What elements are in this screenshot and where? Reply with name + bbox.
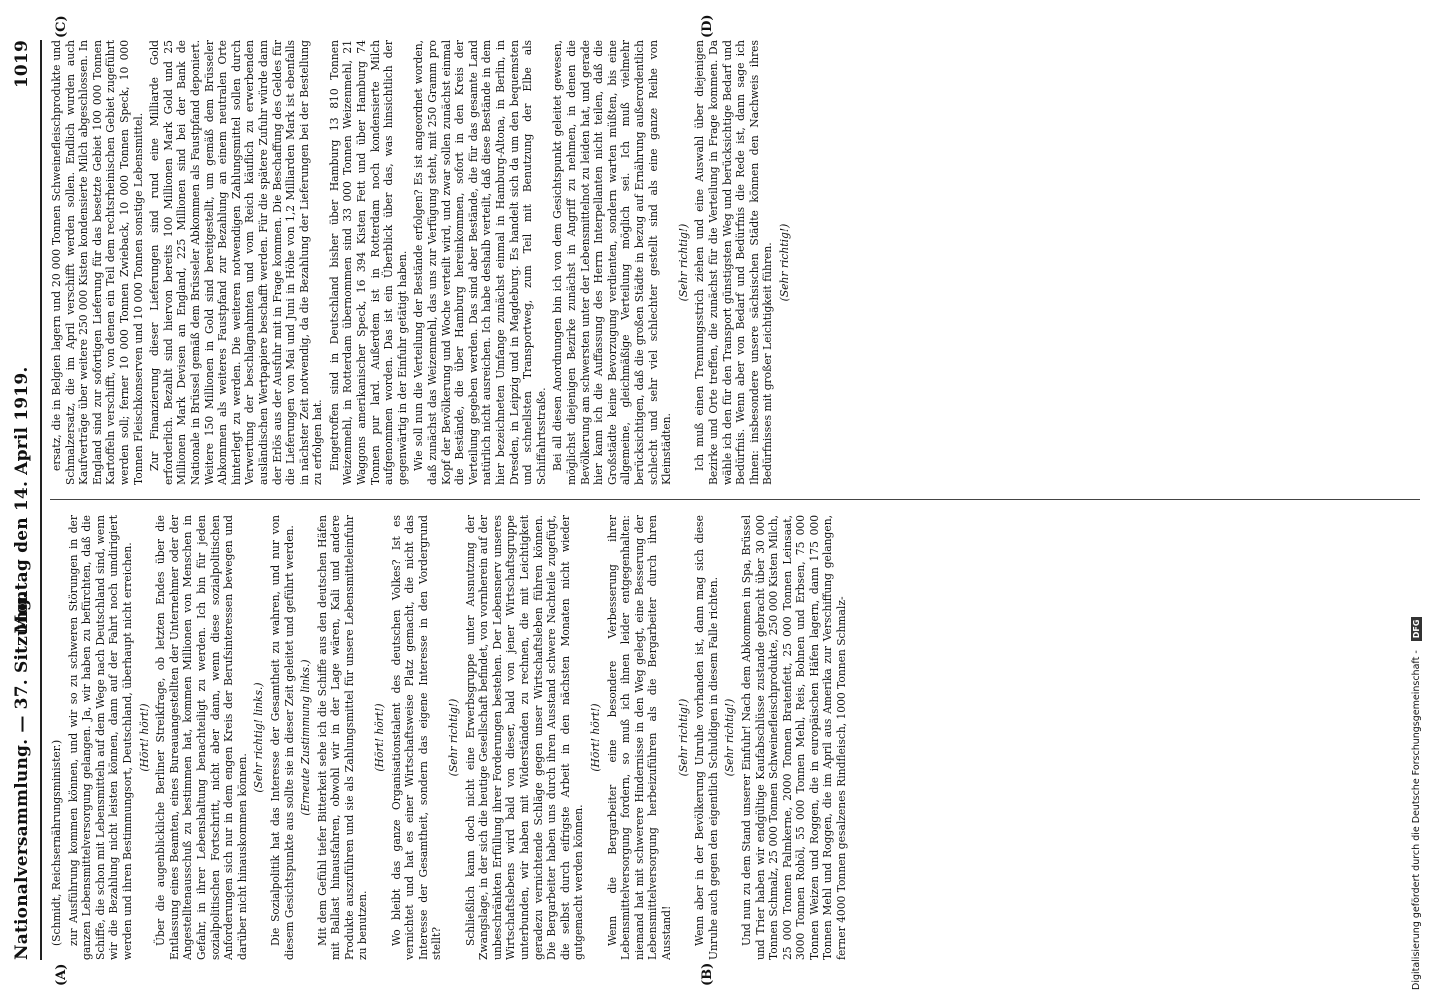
margin-marker-d: (D) xyxy=(700,14,715,38)
right-paragraph: Zur Finanzierung dieser Lieferungen sind rund eine Milliarde Gold erforderlich. Bezahlt sind hiervon bereits 100 Millionen Mark Gold und 25 Millionen Mark Devisen an England, 225 Millionen sind bei der Bank de Nationale in Brüssel gemäß dem Brüsseler Abkommen als Faustpfand deponiert. Weitere 150 Millionen in Gold sind bereitgestellt, um gemäß dem Brüsseler Abkommen als weiteres Faustpfand zur Bezahlung an einem neutralen Orte hinterlegt zu werden. Die weiteren notwendigen Zahlungsmittel sollen durch Verwertung der beschlagnahmten und vom Reich käuflich zu erwerbenden ausländischen Wertpapiere beschafft werden. Für die spätere Zufuhr würde dann der Erlös aus der Ausfuhr mit in Frage kommen. Die Beschaffung des Geldes für die Lieferungen von Mai und Juni in Höhe von 1,2 Milliarden Mark ist ebenfalls in nächster Zeit notwendig, da die Bezahlung der Lieferungen bei der Bestellung zu erfolgen hat. xyxy=(148,40,325,485)
footer-text: Digitalisierung gefördert durch die Deutsche Forschungsgemeinschaft - xyxy=(1411,650,1422,990)
left-interjection: (Sehr richtig! links.) xyxy=(252,682,266,793)
left-interjection: (Sehr richtig!) xyxy=(447,698,461,777)
right-paragraph: Wie soll nun die Verteilung der Bestände erfolgen? Es ist angeordnet worden, daß zunächst das Weizenmehl, das uns zur Verfügung steht, mit 250 Gramm pro Kopf der Bevölkerung und Woche verteilt wird, und zwar sollen zunächst einmal die Bestände, die über Hamburg hereinkommen, sofort in den Kreis der Verteilung gegeben werden. Das sind aber Bestände, die für das gesamte Land natürlich nicht ausreichen. Ich habe deshalb verteilt, daß diese Bestände in dem hier bezeichneten Umfange zunächst einmal in Hamburg-Altona, in Berlin, in Dresden, in Leipzig und in Magdeburg. Es handelt sich da um den bequemsten und schnellsten Transportweg, zum Teil mit Benutzung der Elbe als Schiffahrtsstraße. xyxy=(412,40,548,485)
left-interjection: (Hört! hört!) xyxy=(137,703,151,772)
column-divider xyxy=(50,499,1420,500)
footer-note xyxy=(1411,0,1422,1000)
header-left: Nationalversammlung. — 37. Sitzung. xyxy=(12,592,32,960)
header-center: Montag den 14. April 1919. xyxy=(12,366,32,634)
right-interjection: (Sehr richtig!) xyxy=(676,223,690,302)
left-paragraph: (Schmidt, Reichsernährungsminister.) xyxy=(50,739,63,946)
left-paragraph: zur Ausführung kommen können, und wir so zu schweren Störungen in der ganzen Lebensmittelversorgung gelangen. Ja, wir haben zu befürchten, daß die Schiffe, die schon mit Lebensmitteln auf dem Wege nach Deutschland sind, wenn wir die Bezahlung nicht leisten können, dann auf der Fahrt noch umdirigiert werden und ihren Bestimmungsort, Deutschland, überhaupt nicht erreichen. xyxy=(66,515,134,960)
left-interjection: (Hört! hört!) xyxy=(588,703,602,772)
left-paragraph: Wenn aber in der Bevölkerung Unruhe vorhanden ist, dann mag sich diese Unruhe auch gegen den eigentlich Schuldigen in diesem Falle richten. xyxy=(693,515,720,960)
header-rule xyxy=(40,40,42,960)
left-paragraph: Und nun zu dem Stand unserer Einfuhr! Nach dem Abkommen in Spa, Brüssel und Trier haben wir endgültige Kaufabschlüsse zustande gebracht über 30 000 Tonnen Schmalz, 25 000 Tonnen Schweinefleischprodukte, 250 000 Kisten Milch, 25 000 Tonnen Palmkerne, 2000 Tonnen Bratenfett, 25 000 Tonnen Leinsaat, 3000 Tonnen Rohöl, 55 000 Tonnen Mehl, Reis, Bohnen und Erbsen, 75 000 Tonnen Weizen und Roggen, die in europäischen Häfen lagern, dann 175 000 Tonnen Mehl und Roggen, die im April aus Amerika zur Verschiffung gelangen, ferner 4000 Tonnen gesalzenes Rindfleisch, 1000 Tonnen Schmalz- xyxy=(739,515,849,960)
left-paragraph: Die Sozialpolitik hat das Interesse der Gesamtheit zu wahren, und nur von diesem Gesichtspunkte aus sollte sie in dieser Zeit geleitet und geführt werden. xyxy=(268,515,296,960)
right-paragraph: Ich muß einen Trennungsstrich ziehen und eine Auswahl über diejenigen Bezirke und Orte treffen, die zunächst für die Verteilung in Frage kommen. Da wähle ich den für den Transport günstigsten Weg und berücksichtige Bedarf und Bedürfnis. Wenn aber von Bedarf und Bedürfnis die Rede ist, dann sage ich Ihnen: insbesondere unsere sächsischen Städte können den Nachweis ihres Bedürfnisses mit großer Leichtigkeit führen. xyxy=(693,40,775,485)
left-paragraph: Wo bleibt das ganze Organisationstalent des deutschen Volkes? Ist es vernichtet und hat es einer Wirtschaftsweise Platz gemacht, die nicht das Interesse der Gesamtheit, sondern das eigene Interesse in den Vordergrund stellt? xyxy=(389,515,444,960)
left-paragraph: Wenn die Bergarbeiter eine besondere Verbesserung ihrer Lebensmittelversorgung fordern, so muß ich ihnen leider entgegenhalten: niemand hat mit schwerere Hindernisse in den Weg gelegt, eine Besserung der Lebensmittelversorgung herbeizuführen als die Bergarbeiter durch ihren Ausstand! xyxy=(605,515,673,960)
left-paragraph: Schließlich kann doch nicht eine Erwerbsgruppe unter Ausnutzung der Zwangslage, in der sich die heutige Gesellschaft befindet, von vornherein auf der unbeschränkten Erfüllung ihrer Forderungen bestehen. Der Lebensnerv unseres Wirtschaftslebens wird bald von dieser, bald von jener Wirtschaftsgruppe unterbunden, wir haben mit Widerständen zu rechnen, die mit Leichtigkeit geradezu vernichtende Schläge gegen unser Wirtschaftsleben führen können. Die Bergarbeiter haben uns durch ihren Ausstand schwere Nachteile zugefügt, die selbst durch eifrigste Arbeit in den nächsten Monaten nicht wieder gutgemacht werden können. xyxy=(463,515,586,960)
margin-marker-a: (A) xyxy=(54,963,69,986)
margin-marker-c: (C) xyxy=(54,15,69,38)
left-column xyxy=(50,515,1410,960)
left-interjection: (Sehr richtig!) xyxy=(723,698,737,777)
right-paragraph: ersatz, die in Belgien lagern und 20 000 Tonnen Schweinefleischprodukte und Schmalzersatz, die im April verschifft werden sollen. Endlich wurden auch Kaufverträge über weitere 250 000 Kisten kondensierte Milch abgeschlossen. In England sind zur sofortigen Lieferung für das besetzte Gebiet 100 000 Tonnen Kartoffeln verschifft, von denen ein Teil dem rechtsrheinischen Gebiet zugeführt werden soll; ferner 10 000 Tonnen Zwieback, 10 000 Tonnen Speck, 10 000 Tonnen Fleischkonserven und 10 000 Tonnen sonstige Lebensmittel. xyxy=(50,40,145,485)
right-paragraph: Bei all diesen Anordnungen bin ich von dem Gesichtspunkt geleitet gewesen, möglichst diejenigen Bezirke zunächst in Angriff zu nehmen, in denen die Bevölkerung am schwersten unter der Lebensmittelnot zu leiden hat, und gerade hier kann ich die Auffassung des Herrn Interpellanten nicht teilen, daß die Großstädte keine Bevorzugung verdienten, sondern warten müßten, bis eine allgemeine, gleichmäßige Verteilung möglich sei. Ich muß vielmehr berücksichtigen, daß die großen Städte in bezug auf Ernährung außerordentlich schlecht und sehr viel schlechter gestellt sind als eine ganze Reihe von Kleinstädten. xyxy=(551,40,674,485)
right-column xyxy=(50,40,1410,485)
left-interjection: (Erneute Zustimmung links.) xyxy=(299,659,313,816)
page-number: 1019 xyxy=(12,40,32,89)
left-interjection: (Hört! hört!) xyxy=(373,703,387,772)
dfg-logo: DFG xyxy=(1411,617,1422,642)
right-interjection: (Sehr richtig!) xyxy=(777,223,791,302)
page-header xyxy=(12,40,38,960)
left-interjection: (Sehr richtig!) xyxy=(676,698,690,777)
left-paragraph: Mit dem Gefühl tiefer Bitterkeit sehe ich die Schiffe aus den deutschen Häfen mit Ballast hinausfahren, obwohl wir in der Lage wären, Kali und andere Produkte auszuführen und sie als Zahlungsmittel für unsere Lebensmitteleinfuhr zu benutzen. xyxy=(315,515,370,960)
right-paragraph: Eingetroffen sind in Deutschland bisher über Hamburg 13 810 Tonnen Weizenmehl, in Rotterdam übernommen sind 33 000 Tonnen Weizenmehl, 21 Waggons amerikanischer Speck, 16 394 Kisten Fett und über Hamburg 74 Tonnen pur lard. Außerdem ist in Rotterdam noch kondensierte Milch aufgenommen worden. Das ist ein Überblick über das, was hinsichtlich der gegenwärtig in der Einfuhr getätigt haben. xyxy=(327,40,409,485)
left-paragraph: Über die augenblickliche Berliner Streikfrage, ob letzten Endes über die Entlassung eines Beamten, eines Bureauangestellten der Unternehmer oder der Angestelltenausschuß zu bestimmen hat, kommen Millionen von Menschen in Gefahr, in ihrer Lebenshaltung benachteiligt zu werden. Ich bin für jeden sozialpolitischen Fortschritt, nicht aber dann, wenn diese sozialpolitischen Anforderungen sich nur in dem engen Kreis der Berufsinteressen bewegen und darüber nicht hinauskommen können. xyxy=(154,515,249,960)
margin-marker-b: (B) xyxy=(700,962,715,986)
